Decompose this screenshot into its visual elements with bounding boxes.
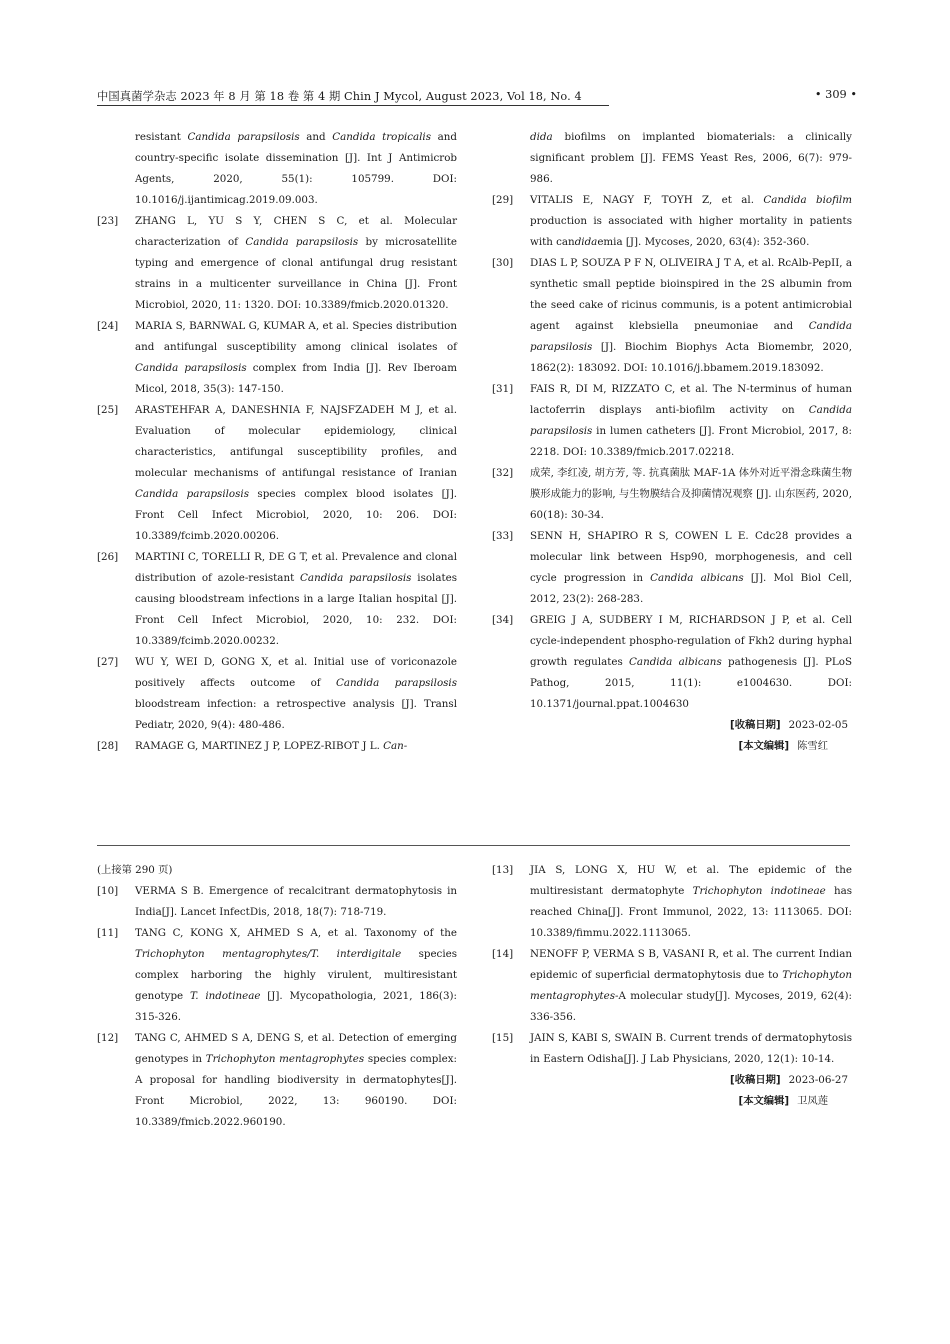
editor-line	[492, 736, 852, 757]
reference-number: [11]	[97, 927, 119, 939]
received-date-label: [收稿日期]	[730, 1074, 781, 1086]
reference-number: [10]	[97, 885, 119, 897]
reference-number: [29]	[492, 194, 514, 206]
editor-label: [本文编辑]	[738, 1095, 790, 1107]
reference-text: VERMA S B. Emergence of recalcitrant dermatophytosis in India[J]. Lancet InfectDis, 2018, 18(7): 718-719.	[135, 885, 457, 918]
editor-label: [本文编辑]	[738, 740, 790, 752]
editor-value: 陈雪红	[797, 740, 828, 752]
reference-text: DIAS L P, SOUZA P F N, OLIVEIRA J T A, et al. RcAlb-PepII, a synthetic small peptide bioinspired in the 2S albumin from the seed cake of ricinus communis, is a potent antimicrobial agent against klebsiella pneumoniae and Candida parapsilosis [J]. Biochim Biophys Acta Biomembr, 2020, 1862(2): 183092. DOI: 10.1016/j.bbamem.2019.183092.	[530, 257, 852, 374]
reference-number: [32]	[492, 467, 514, 479]
reference-number: [15]	[492, 1032, 514, 1044]
reference-item	[492, 190, 852, 253]
reference-item	[97, 736, 457, 757]
page-number: • 309 •	[814, 88, 857, 101]
reference-item	[492, 1028, 852, 1070]
reference-item	[492, 860, 852, 944]
reference-item	[492, 463, 852, 526]
reference-item	[97, 400, 457, 547]
reference-text: JAIN S, KABI S, SWAIN B. Current trends of dermatophytosis in Eastern Odisha[J]. J Lab Physicians, 2020, 12(1): 10-14.	[530, 1032, 852, 1065]
reference-item	[97, 547, 457, 652]
reference-number: [30]	[492, 257, 514, 269]
reference-number: [13]	[492, 864, 514, 876]
journal-citation-header: 中国真菌学杂志 2023 年 8 月 第 18 卷 第 4 期 Chin J Mycol, August 2023, Vol 18, No. 4	[97, 90, 582, 103]
reference-text: 成荣, 李红凌, 胡方芳, 等. 抗真菌肽 MAF-1A 体外对近平滑念珠菌生物膜形成能力的影响, 与生物膜结合及抑菌情况观察 [J]. 山东医药, 2020, 60(18): 30-34.	[530, 467, 852, 521]
reference-item	[97, 881, 457, 923]
reference-item	[492, 944, 852, 1028]
reference-continuation: resistant Candida parapsilosis and Candida tropicalis and country-specific isolate dissemination [J]. Int J Antimicrob Agents, 2020, 55(1): 105799. DOI: 10.1016/j.ijantimicag.2019.09.003.	[135, 131, 457, 206]
reference-number: [14]	[492, 948, 514, 960]
reference-number: [12]	[97, 1032, 119, 1044]
reference-item	[492, 379, 852, 463]
reference-number: [33]	[492, 530, 514, 542]
reference-text: ARASTEHFAR A, DANESHNIA F, NAJSFZADEH M J, et al. Evaluation of molecular epidemiology, clinical characteristics, antifungal susceptibility profiles, and molecular mechanisms of antifungal resistance of Iranian Candida parapsilosis species complex blood isolates [J]. Front Cell Infect Microbiol, 2020, 10: 206. DOI: 10.3389/fcimb.2020.00206.	[135, 404, 457, 542]
reference-item	[97, 1028, 457, 1133]
reference-text: MARIA S, BARNWAL G, KUMAR A, et al. Species distribution and antifungal susceptibility among clinical isolates of Candida parapsilosis complex from India [J]. Rev Iberoam Micol, 2018, 35(3): 147-150.	[135, 320, 457, 395]
reference-text: WU Y, WEI D, GONG X, et al. Initial use of voriconazole positively affects outcome of Candida parapsilosis bloodstream infection: a retrospective analysis [J]. Transl Pediatr, 2020, 9(4): 480-486.	[135, 656, 458, 731]
reference-text: RAMAGE G, MARTINEZ J P, LOPEZ-RIBOT J L. Can-	[135, 740, 408, 752]
reference-text: JIA S, LONG X, HU W, et al. The epidemic of the multiresistant dermatophyte Trichophyton indotineae has reached China[J]. Front Immunol, 2022, 13: 1113065. DOI: 10.3389/fimmu.2022.1113065.	[530, 864, 852, 939]
reference-item	[97, 211, 457, 316]
top-left-column	[97, 127, 457, 757]
reference-text: TANG C, AHMED S A, DENG S, et al. Detection of emerging genotypes in Trichophyton mentagrophytes species complex: A proposal for handling biodiversity in dermatophytes[J]. Front Microbiol, 2022, 13: 960190. DOI: 10.3389/fmicb.2022.960190.	[135, 1032, 457, 1128]
editor-value: 卫凤莲	[797, 1095, 828, 1107]
reference-number: [27]	[97, 656, 119, 668]
reference-item	[492, 253, 852, 379]
bottom-left-column	[97, 860, 457, 1133]
bottom-right-column	[492, 860, 852, 1112]
reference-item	[492, 610, 852, 715]
reference-number: [23]	[97, 215, 119, 227]
reference-text: VITALIS E, NAGY F, TOYH Z, et al. Candida biofilm production is associated with higher mortality in patients with candidaemia [J]. Mycoses, 2020, 63(4): 352-360.	[530, 194, 852, 248]
section-divider	[97, 845, 850, 846]
reference-item	[97, 652, 457, 736]
reference-text: TANG C, KONG X, AHMED S A, et al. Taxonomy of the Trichophyton mentagrophytes/T. interdigitale species complex harboring the highly virulent, multiresistant genotype T. indotineae [J]. Mycopathologia, 2021, 186(3): 315-326.	[135, 927, 457, 1023]
header-rule	[97, 105, 609, 106]
reference-number: [26]	[97, 551, 119, 563]
reference-number: [34]	[492, 614, 514, 626]
reference-item	[97, 316, 457, 400]
reference-continuation: dida biofilms on implanted biomaterials: a clinically significant problem [J]. FEMS Yeast Res, 2006, 6(7): 979-986.	[530, 131, 852, 185]
continued-from-note: (上接第 290 页)	[97, 864, 173, 876]
reference-number: [25]	[97, 404, 119, 416]
received-date-value: 2023-02-05	[788, 719, 848, 731]
reference-text: SENN H, SHAPIRO R S, COWEN L E. Cdc28 provides a molecular link between Hsp90, morphogenesis, and cell cycle progression in Candida albicans [J]. Mol Biol Cell, 2012, 23(2): 268-283.	[530, 530, 852, 605]
reference-number: [31]	[492, 383, 514, 395]
reference-item	[492, 526, 852, 610]
reference-text: NENOFF P, VERMA S B, VASANI R, et al. The current Indian epidemic of superficial dermatophytosis due to Trichophyton mentagrophytes-A molecular study[J]. Mycoses, 2019, 62(4): 336-356.	[530, 948, 852, 1023]
running-header	[97, 88, 857, 108]
reference-item	[97, 923, 457, 1028]
reference-text: MARTINI C, TORELLI R, DE G T, et al. Prevalence and clonal distribution of azole-resistant Candida parapsilosis isolates causing bloodstream infections in a large Italian hospital [J]. Front Cell Infect Microbiol, 2020, 10: 232. DOI: 10.3389/fcimb.2020.00232.	[135, 551, 458, 647]
editor-line	[492, 1091, 852, 1112]
top-right-column	[492, 127, 852, 757]
reference-number: [28]	[97, 740, 119, 752]
reference-text: GREIG J A, SUDBERY I M, RICHARDSON J P, et al. Cell cycle-independent phospho-regulation of Fkh2 during hyphal growth regulates Candida albicans pathogenesis [J]. PLoS Pathog, 2015, 11(1): e1004630. DOI: 10.1371/journal.ppat.1004630	[530, 614, 852, 710]
reference-number: [24]	[97, 320, 119, 332]
reference-text: ZHANG L, YU S Y, CHEN S C, et al. Molecular characterization of Candida parapsilosis by microsatellite typing and emergence of clonal antifungal drug resistant strains in a multicenter surveillance in China [J]. Front Microbiol, 2020, 11: 1320. DOI: 10.3389/fmicb.2020.01320.	[135, 215, 457, 311]
reference-text: FAIS R, DI M, RIZZATO C, et al. The N-terminus of human lactoferrin displays anti-biofilm activity on Candida parapsilosis in lumen catheters [J]. Front Microbiol, 2017, 8: 2218. DOI: 10.3389/fmicb.2017.02218.	[530, 383, 852, 458]
received-date	[492, 715, 852, 736]
received-date-value: 2023-06-27	[788, 1074, 848, 1086]
received-date	[492, 1070, 852, 1091]
received-date-label: [收稿日期]	[730, 719, 781, 731]
